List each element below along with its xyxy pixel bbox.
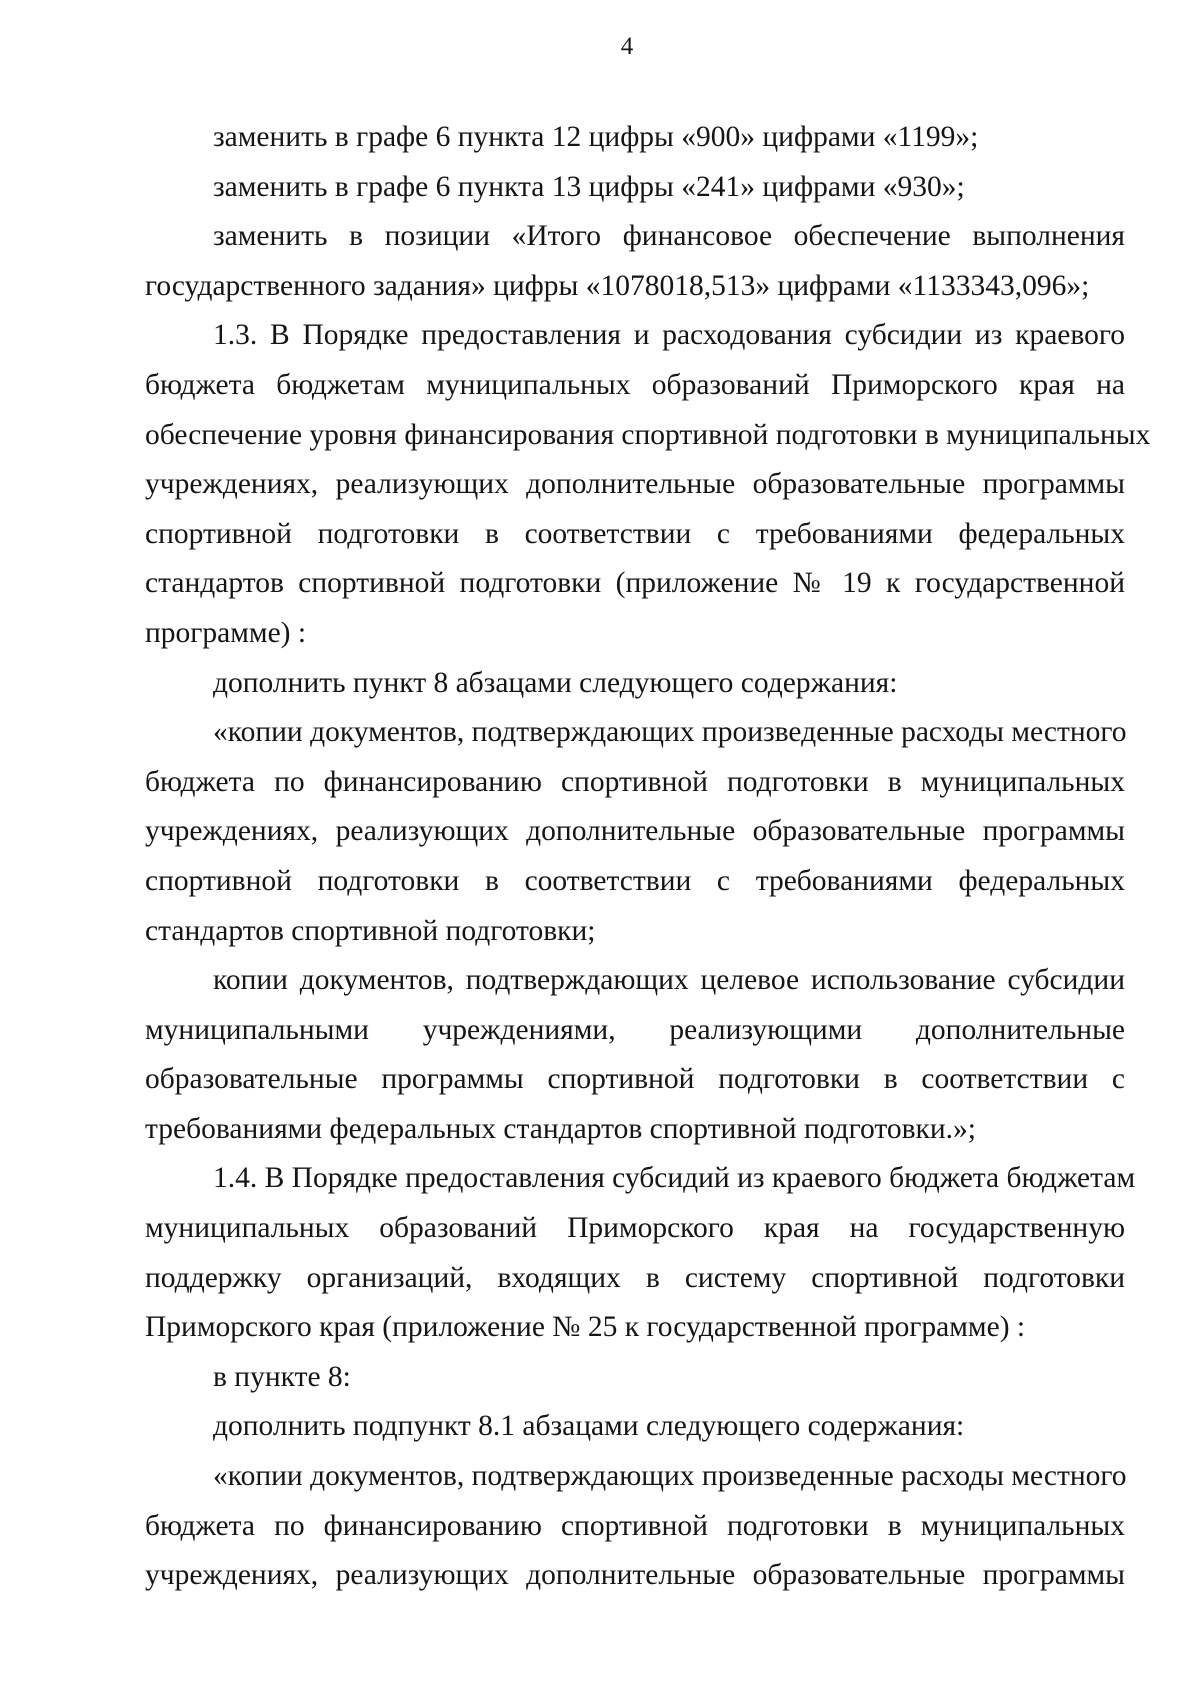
text-line: стандартов спортивной подготовки; <box>145 914 596 947</box>
text-line: «копии документов, подтверждающих произведенные расходы местного <box>213 716 1127 749</box>
text-line: бюджета по финансированию спортивной подготовки в муниципальных <box>145 765 1125 798</box>
text-line: программе) : <box>145 616 307 649</box>
text-line: обеспечение уровня финансирования спортивной подготовки в муниципальных <box>145 418 1151 451</box>
page-number: 4 <box>620 33 634 60</box>
text-line: спортивной подготовки в соответствии с требованиями федеральных <box>145 517 1125 550</box>
text-line: поддержку организаций, входящих в систему спортивной подготовки <box>145 1261 1125 1294</box>
text-line: «копии документов, подтверждающих произведенные расходы местного <box>213 1460 1127 1493</box>
text-line: копии документов, подтверждающих целевое использование субсидии <box>213 964 1125 997</box>
text-line: бюджета бюджетам муниципальных образований Приморского края на <box>145 368 1125 401</box>
text-line: учреждениях, реализующих дополнительные образовательные программы <box>145 468 1125 501</box>
text-line: дополнить пункт 8 абзацами следующего содержания: <box>213 666 898 699</box>
text-line: муниципальных образований Приморского края на государственную <box>145 1212 1125 1245</box>
text-line: заменить в графе 6 пункта 13 цифры «241» цифрами «930»; <box>213 170 965 203</box>
text-line: в пункте 8: <box>213 1360 351 1393</box>
text-line: учреждениях, реализующих дополнительные образовательные программы <box>145 1559 1125 1592</box>
text-line: образовательные программы спортивной подготовки в соответствии с <box>145 1063 1125 1096</box>
text-line: дополнить подпункт 8.1 абзацами следующего содержания: <box>213 1410 965 1443</box>
text-line: бюджета по финансированию спортивной подготовки в муниципальных <box>145 1509 1125 1542</box>
text-line: государственного задания» цифры «1078018,513» цифрами «1133343,096»; <box>145 269 1090 302</box>
text-line: заменить в графе 6 пункта 12 цифры «900» цифрами «1199»; <box>213 121 979 153</box>
text-line: Приморского края (приложение № 25 к государственной программе) : <box>145 1311 1026 1344</box>
text-line: стандартов спортивной подготовки (приложение № 19 к государственной <box>145 567 1125 600</box>
text-line: 1.4. В Порядке предоставления субсидий из краевого бюджета бюджетам <box>213 1162 1136 1195</box>
text-line: заменить в позиции «Итого финансовое обеспечение выполнения <box>213 220 1125 253</box>
text-line: спортивной подготовки в соответствии с требованиями федеральных <box>145 864 1125 897</box>
text-line: 1.3. В Порядке предоставления и расходования субсидии из краевого <box>213 319 1125 352</box>
document-body <box>145 113 1151 1601</box>
text-line: муниципальными учреждениями, реализующими дополнительные <box>145 1013 1125 1046</box>
text-line: учреждениях, реализующих дополнительные образовательные программы <box>145 815 1125 848</box>
text-line: требованиями федеральных стандартов спортивной подготовки.»; <box>145 1112 976 1145</box>
